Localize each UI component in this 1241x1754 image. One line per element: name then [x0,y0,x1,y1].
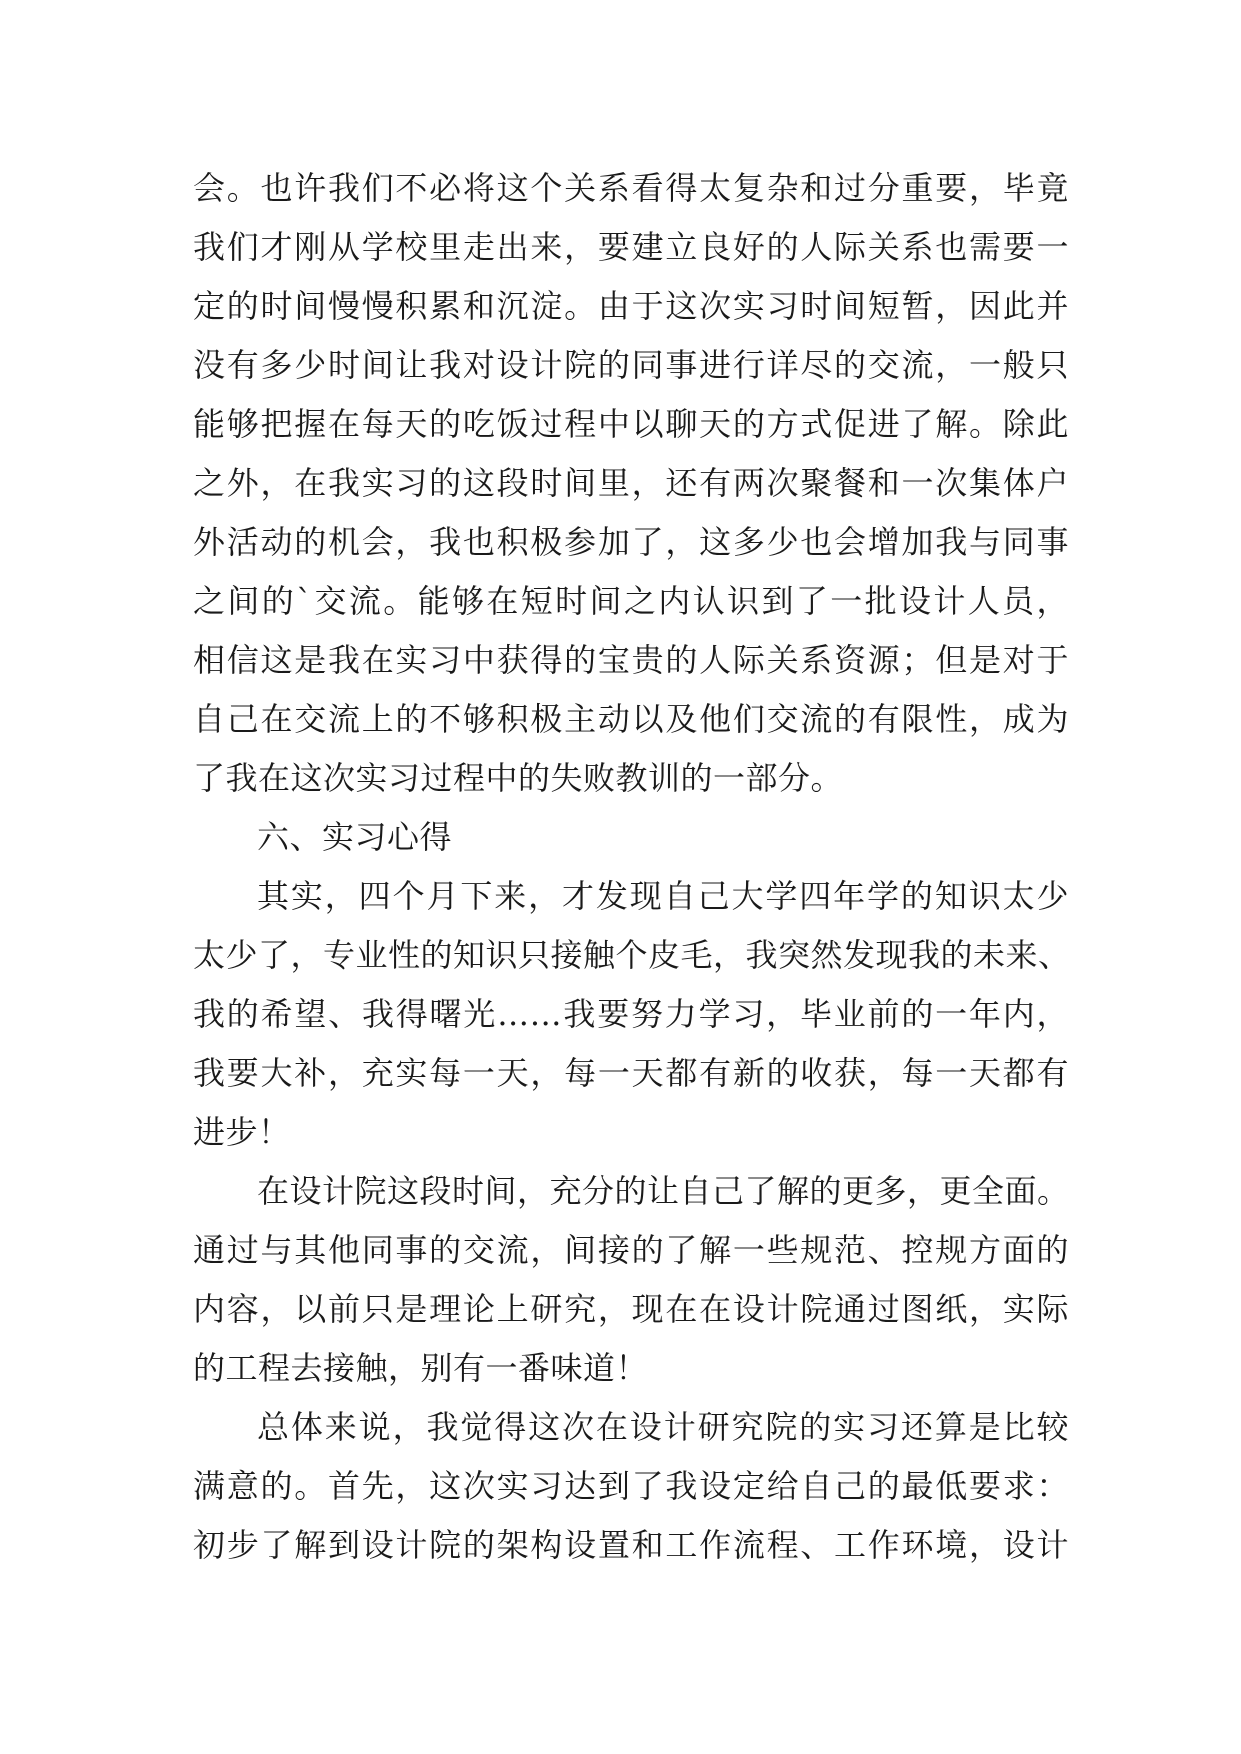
section-heading: 六、实习心得 [257,818,453,856]
text-line: 会。也许我们不必将这个关系看得太复杂和过分重要，毕竟 [193,169,1069,207]
document-body [193,159,1069,1575]
text-line: 自己在交流上的不够积极主动以及他们交流的有限性，成为 [193,700,1069,738]
text-line: 定的时间慢慢积累和沉淀。由于这次实习时间短暂，因此并 [193,287,1069,325]
text-line: 能够把握在每天的吃饭过程中以聊天的方式促进了解。除此 [193,405,1069,443]
paragraph-summary [193,1398,1069,1575]
text-line: 的工程去接触，别有一番味道！ [193,1349,649,1387]
text-line: 没有多少时间让我对设计院的同事进行详尽的交流，一般只 [193,346,1069,384]
paragraph-design-institute [193,1162,1069,1398]
text-line: 其实，四个月下来，才发现自己大学四年学的知识太少 [257,877,1069,915]
text-line: 在设计院这段时间，充分的让自己了解的更多，更全面。 [257,1172,1070,1210]
paragraph-interpersonal [193,159,1069,808]
text-line: 进步！ [193,1113,291,1151]
text-line: 我们才刚从学校里走出来，要建立良好的人际关系也需要一 [193,228,1069,266]
text-line: 我要大补，充实每一天，每一天都有新的收获，每一天都有 [193,1054,1069,1092]
text-line: 太少了，专业性的知识只接触个皮毛，我突然发现我的未来、 [193,936,1071,974]
text-line: 总体来说，我觉得这次在设计研究院的实习还算是比较 [257,1408,1069,1446]
text-line: 通过与其他同事的交流，间接的了解一些规范、控规方面的 [193,1231,1069,1269]
paragraph-reflection [193,867,1069,1162]
text-line: 内容，以前只是理论上研究，现在在设计院通过图纸，实际 [193,1290,1069,1328]
text-line: 外活动的机会，我也积极参加了，这多少也会增加我与同事 [193,523,1069,561]
text-line: 满意的。首先，这次实习达到了我设定给自己的最低要求： [193,1467,1069,1505]
text-line: 了我在这次实习过程中的失败教训的一部分。 [193,759,844,797]
text-line: 相信这是我在实习中获得的宝贵的人际关系资源；但是对于 [193,641,1069,679]
text-line: 初步了解到设计院的架构设置和工作流程、工作环境，设计 [193,1526,1069,1564]
text-line: 之间的`交流。能够在短时间之内认识到了一批设计人员， [193,582,1069,620]
text-line: 之外，在我实习的这段时间里，还有两次聚餐和一次集体户 [193,464,1069,502]
text-line: 我的希望、我得曙光……我要努力学习，毕业前的一年内， [193,995,1069,1033]
